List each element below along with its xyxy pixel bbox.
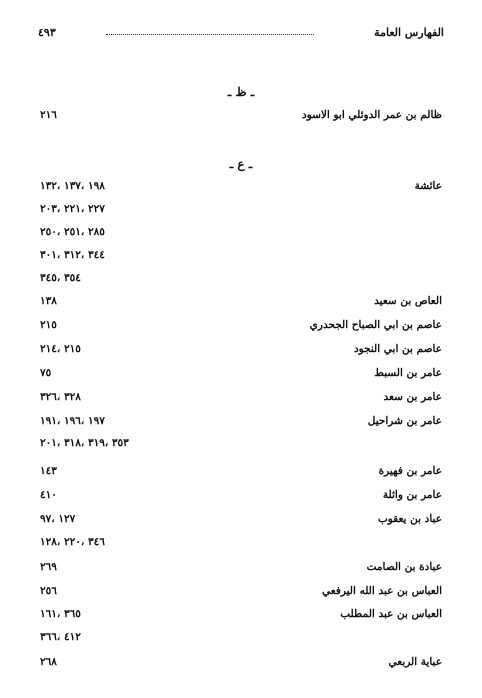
- entry-pages: ٢٦٩: [40, 561, 57, 573]
- entry-pages: ٢١٥: [40, 319, 57, 331]
- index-entry: [0, 295, 482, 311]
- index-entry: [0, 608, 482, 624]
- index-entry: [0, 319, 482, 335]
- index-entry: [0, 109, 482, 125]
- entry-pages: ٢٢٧ ،٢٢١ ،٢٠٣: [40, 203, 105, 215]
- entry-name: عاصم بن ابي النجود: [353, 343, 442, 355]
- entry-pages: ٣٥٤ ،٣٤٥: [40, 272, 81, 284]
- index-entry: [0, 391, 482, 407]
- index-entry-continuation: [0, 437, 482, 453]
- dotted-leader: [106, 34, 314, 35]
- entry-pages: ٢٦٨: [40, 656, 57, 668]
- entry-pages: ٣٤٦ ،٢٢٠ ،١٢٨: [40, 536, 105, 548]
- entry-name: عامر بن فهيرة: [378, 465, 442, 477]
- entry-name: عامر بن السبط: [374, 367, 442, 379]
- index-entry-continuation: [0, 203, 482, 219]
- entry-name: العباس بن عبد الله اليرفعي: [322, 585, 442, 597]
- section-letter-za: ـ ظ ـ: [227, 85, 255, 99]
- entry-pages: ١٩٧ ،١٩٦ ،١٩١: [40, 415, 105, 427]
- entry-pages: ٣٤٤ ،٣١٢ ،٣٠١: [40, 249, 105, 261]
- index-entry-continuation: [0, 249, 482, 265]
- entry-name: ظالم بن عمر الدوئلي ابو الاسود: [302, 109, 442, 121]
- entry-pages: ٣٦٥ ،١٦١: [40, 608, 81, 620]
- entry-pages: ٢١٥ ،٢١٤: [40, 343, 81, 355]
- index-entry: [0, 561, 482, 577]
- entry-name: عائشة: [414, 180, 442, 192]
- index-entry-continuation: [0, 226, 482, 242]
- index-entry-continuation: [0, 631, 482, 647]
- index-entry-continuation: [0, 272, 482, 288]
- index-entry: [0, 585, 482, 601]
- entry-name: العباس بن عبد المطلب: [340, 608, 442, 620]
- entry-pages: ١٣٨: [40, 295, 57, 307]
- entry-pages: ٢٨٥ ،٢٥١ ،٢٥٠: [40, 226, 105, 238]
- entry-pages: ٢٥٦: [40, 585, 57, 597]
- header-title: الفهارس العامة: [374, 26, 444, 39]
- index-entry: [0, 489, 482, 505]
- entry-pages: ٤١٠: [40, 489, 57, 501]
- entry-pages: ٢١٦: [40, 109, 57, 121]
- entry-pages: ١٤٣: [40, 465, 57, 477]
- index-entry-continuation: [0, 536, 482, 552]
- index-entry: [0, 465, 482, 481]
- entry-name: عامر بن واثلة: [382, 489, 442, 501]
- running-header: [38, 26, 444, 42]
- index-entry: [0, 343, 482, 359]
- entry-pages: ١٩٨ ،١٣٧ ،١٣٢: [40, 180, 105, 192]
- entry-name: عباية الربعي: [388, 656, 442, 668]
- entry-name: العاص بن سعيد: [374, 295, 442, 307]
- entry-pages: ٧٥: [40, 367, 52, 379]
- index-entry: [0, 415, 482, 431]
- entry-name: عاصم بن ابي الصباح الجحدري: [309, 319, 442, 331]
- entry-name: عامر بن شراحيل: [367, 415, 442, 427]
- index-entry: [0, 180, 482, 196]
- page-number: ٤٩٣: [38, 26, 56, 39]
- entry-name: عامر بن سعد: [383, 391, 442, 403]
- index-entry: [0, 367, 482, 383]
- entry-pages: ٣٥٣ ،٣١٩ ،٣١٨ ،٢٠١: [40, 437, 129, 449]
- entry-name: عباد بن يعقوب: [377, 513, 442, 525]
- entry-pages: ٤١٢ ،٣٦٦: [40, 631, 81, 643]
- entry-pages: ٣٢٨ ،٣٢٦: [40, 391, 81, 403]
- index-entry: [0, 656, 482, 672]
- entry-name: عبادة بن الصامت: [366, 561, 442, 573]
- index-entry: [0, 513, 482, 529]
- section-letter-ain: ـ ع ـ: [229, 157, 253, 171]
- entry-pages: ١٢٧ ،٩٧: [40, 513, 76, 525]
